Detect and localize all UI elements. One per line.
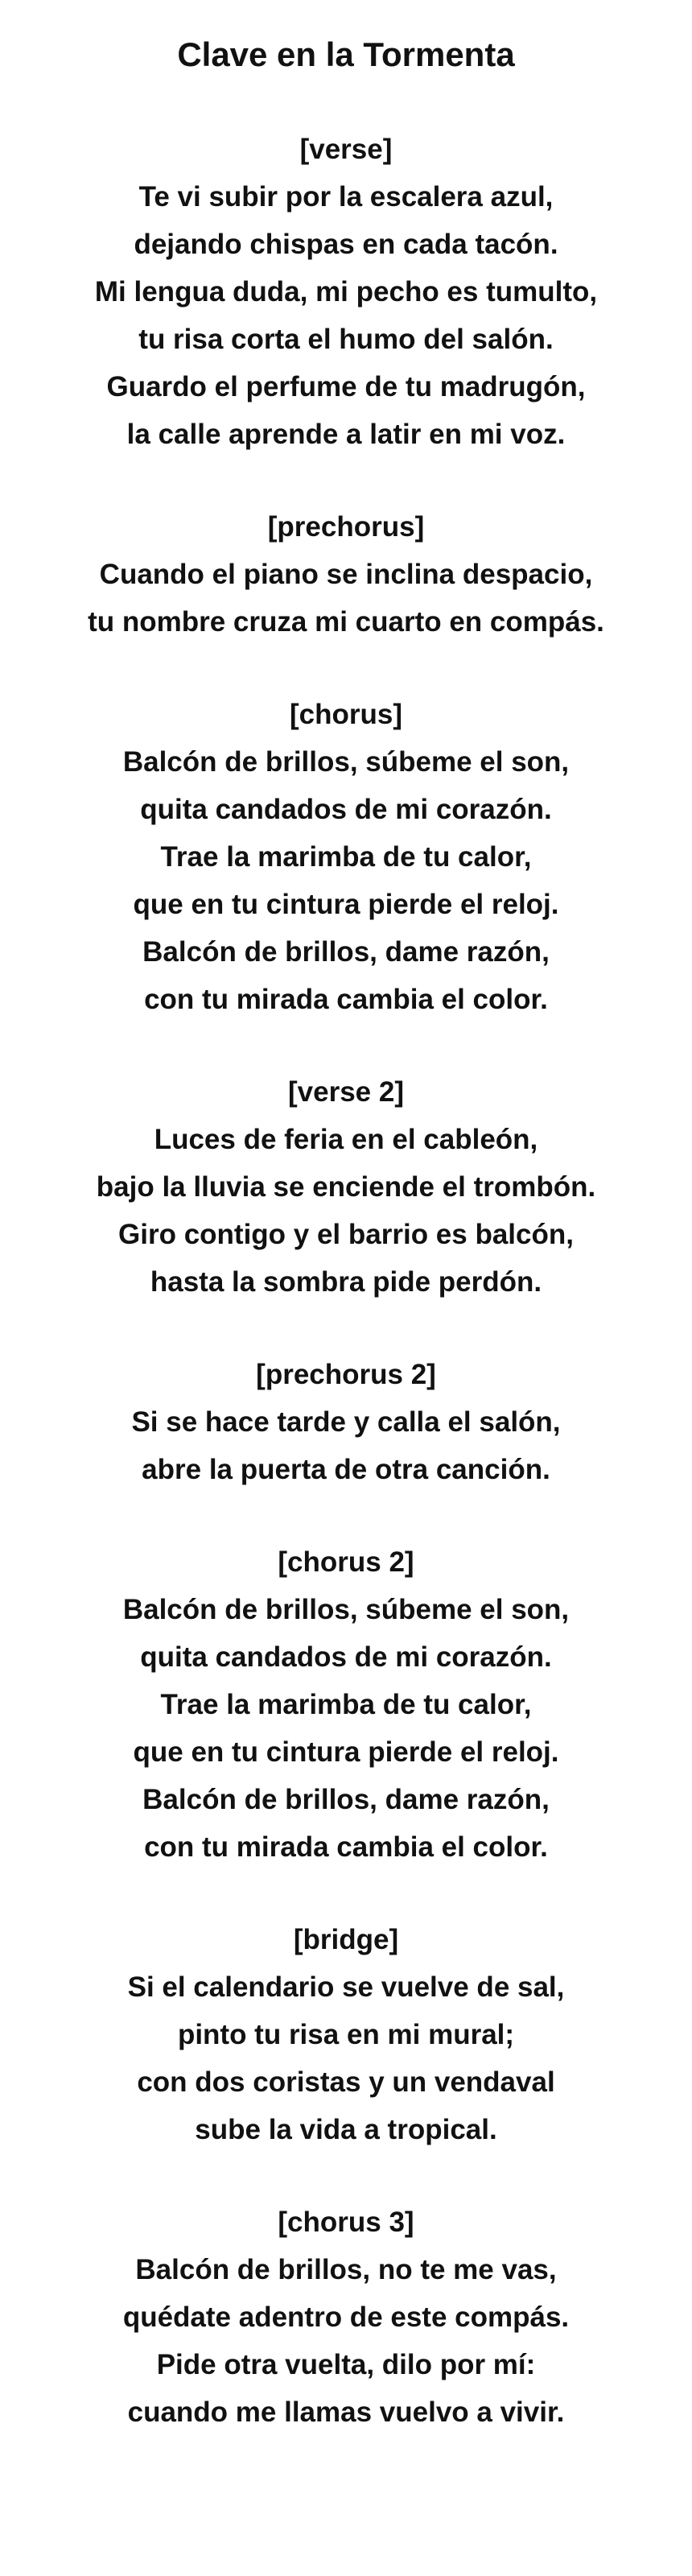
song-title: Clave en la Tormenta [177,35,515,73]
lyric-line: quédate adentro de este compás. [122,2301,570,2333]
lyric-section [0,1538,692,1871]
lyric-line: la calle aprende a latir en mi voz. [126,419,566,450]
lyric-line: Balcón de brillos, dame razón, [142,936,550,968]
lyric-line: dejando chispas en cada tacón. [134,229,558,260]
lyric-line: Trae la marimba de tu calor, [160,841,532,873]
lyric-line: Mi lengua duda, mi pecho es tumulto, [94,276,598,308]
section-label: [prechorus] [267,511,425,543]
lyric-line: Cuando el piano se inclina despacio, [99,559,593,590]
lyric-line: Guardo el perfume de tu madrugón, [106,371,586,402]
lyric-section [0,1068,692,1306]
section-label: [chorus 2] [278,1546,414,1578]
lyric-line: tu risa corta el humo del salón. [138,324,554,355]
lyrics-body [0,126,692,2436]
lyric-line: que en tu cintura pierde el reloj. [133,1736,559,1768]
lyric-line: Trae la marimba de tu calor, [160,1689,532,1720]
section-label: [verse 2] [288,1076,404,1108]
lyric-section [0,503,692,646]
lyric-line: Te vi subir por la escalera azul, [138,181,554,213]
section-label: [chorus] [290,699,402,730]
lyric-line: Balcón de brillos, súbeme el son, [122,746,570,778]
lyric-line: abre la puerta de otra canción. [142,1454,550,1485]
section-label: [chorus 3] [278,2207,414,2238]
lyric-line: quita candados de mi corazón. [140,794,552,825]
lyric-line: Balcón de brillos, no te me vas, [135,2254,557,2285]
section-label: [verse] [299,134,393,165]
lyric-line: que en tu cintura pierde el reloj. [133,889,559,920]
lyric-line: Si se hace tarde y calla el salón, [131,1406,561,1438]
lyric-section [0,126,692,458]
lyric-line: bajo la lluvia se enciende el trombón. [96,1171,596,1203]
lyric-line: Si el calendario se vuelve de sal, [127,1971,565,2003]
section-label: [prechorus 2] [256,1359,436,1390]
lyric-line: Pide otra vuelta, dilo por mí: [156,2349,536,2380]
lyric-line: con tu mirada cambia el color. [144,1831,548,1863]
lyric-line: con dos coristas y un vendaval [137,2066,555,2098]
lyric-line: cuando me llamas vuelvo a vivir. [127,2396,565,2428]
lyric-line: con tu mirada cambia el color. [144,984,548,1015]
lyric-section [0,691,692,1023]
lyric-line: tu nombre cruza mi cuarto en compás. [88,606,604,638]
lyric-line: sube la vida a tropical. [195,2114,497,2145]
section-label: [bridge] [293,1924,399,1955]
lyric-line: Luces de feria en el cableón, [154,1124,538,1155]
lyric-section [0,1916,692,2153]
lyric-line: quita candados de mi corazón. [140,1641,552,1673]
lyric-line: hasta la sombra pide perdón. [150,1266,542,1298]
lyric-section [0,1351,692,1493]
lyric-section [0,2198,692,2436]
lyric-line: Balcón de brillos, dame razón, [142,1784,550,1815]
lyric-line: Balcón de brillos, súbeme el son, [122,1594,570,1625]
lyric-line: Giro contigo y el barrio es balcón, [118,1219,574,1250]
lyric-line: pinto tu risa en mi mural; [177,2019,515,2050]
